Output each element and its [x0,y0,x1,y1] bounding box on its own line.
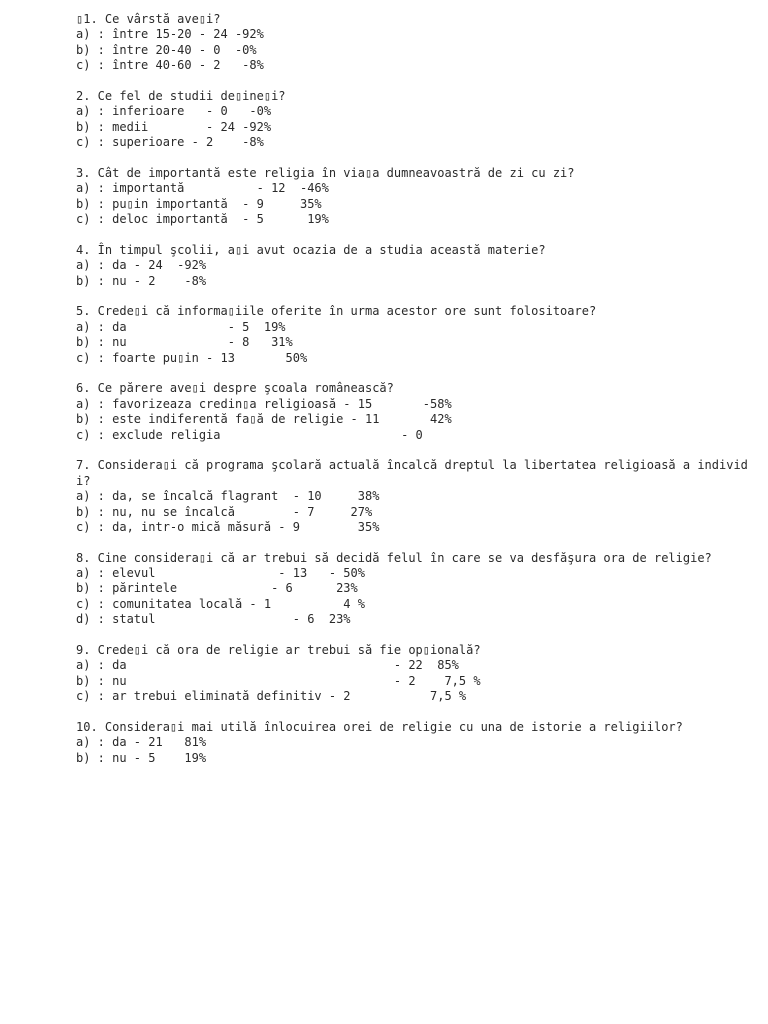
question-title: 4. În timpul şcolii, a▯i avut ocazia de a studia această materie? [76,242,546,257]
answer-option: a) : da - 24 -92% [76,258,207,273]
answer-option: a) : inferioare - 0 -0% [76,104,272,119]
answer-option: b) : medii - 24 -92% [76,119,272,134]
answer-option: b) : părintele - 6 23% [76,581,358,596]
answer-option: b) : nu, nu se încalcă - 7 27% [76,504,373,519]
answer-option: b) : nu - 5 19% [76,750,207,765]
question-title: 2. Ce fel de studii de▯ine▯i? [76,88,286,103]
question-5 [76,304,768,366]
question-title: 5. Crede▯i că informa▯iile oferite în urma acestor ore sunt folositoare? [76,304,597,319]
question-title: 7. Considera▯i că programa şcolară actuală încalcă dreptul la libertatea religioasă a individ [76,458,748,473]
question-title: 3. Cât de importantă este religia în via▯a dumneavoastră de zi cu zi? [76,165,575,180]
answer-option: b) : este indiferentă fa▯ă de religie - 11 42% [76,412,452,427]
question-title: 6. Ce părere ave▯i despre şcoala românească? [76,381,394,396]
answer-option: c) : da, intr-o mică măsură - 9 35% [76,519,380,534]
answer-option: a) : da, se încalcă flagrant - 10 38% [76,489,380,504]
question-4 [76,243,768,289]
answer-option: a) : da - 22 85% [76,658,459,673]
question-title: ▯1. Ce vârstă ave▯i? [76,12,221,26]
question-title: 9. Crede▯i că ora de religie ar trebui să fie op▯ională? [76,643,481,658]
question-title: 10. Considera▯i mai utilă înlocuirea orei de religie cu una de istorie a religiilor? [76,719,683,734]
answer-option: a) : da - 21 81% [76,735,207,750]
answer-option: c) : superioare - 2 -8% [76,135,264,150]
answer-option: c) : între 40-60 - 2 -8% [76,58,264,73]
question-6 [76,381,768,443]
survey-document [76,12,768,782]
answer-option: c) : exclude religia - 0 [76,427,423,442]
question-title: 8. Cine considera▯i că ar trebui să decidă felul în care se va desfăşura ora de religie? [76,550,712,565]
question-9 [76,643,768,705]
answer-option: a) : favorizeaza credin▯a religioasă - 15 -58% [76,396,452,411]
answer-option: b) : nu - 8 31% [76,335,293,350]
answer-option: c) : foarte pu▯in - 13 50% [76,350,308,365]
answer-option: c) : deloc importantă - 5 19% [76,212,329,227]
question-1 [76,12,768,74]
answer-option: a) : elevul - 13 - 50% [76,566,365,581]
question-8 [76,551,768,628]
question-title-continuation: i? [76,473,91,488]
answer-option: a) : între 15-20 - 24 -92% [76,27,264,42]
answer-option: c) : ar trebui eliminată definitiv - 2 7,5 % [76,689,467,704]
question-10 [76,720,768,766]
answer-option: a) : da - 5 19% [76,319,286,334]
answer-option: c) : comunitatea locală - 1 4 % [76,596,365,611]
question-2 [76,89,768,151]
answer-option: b) : nu - 2 7,5 % [76,673,481,688]
question-7 [76,458,768,535]
question-3 [76,166,768,228]
answer-option: b) : între 20-40 - 0 -0% [76,42,257,57]
answer-option: d) : statul - 6 23% [76,612,351,627]
answer-option: b) : nu - 2 -8% [76,273,207,288]
answer-option: a) : importantă - 12 -46% [76,181,329,196]
answer-option: b) : pu▯in importantă - 9 35% [76,196,322,211]
